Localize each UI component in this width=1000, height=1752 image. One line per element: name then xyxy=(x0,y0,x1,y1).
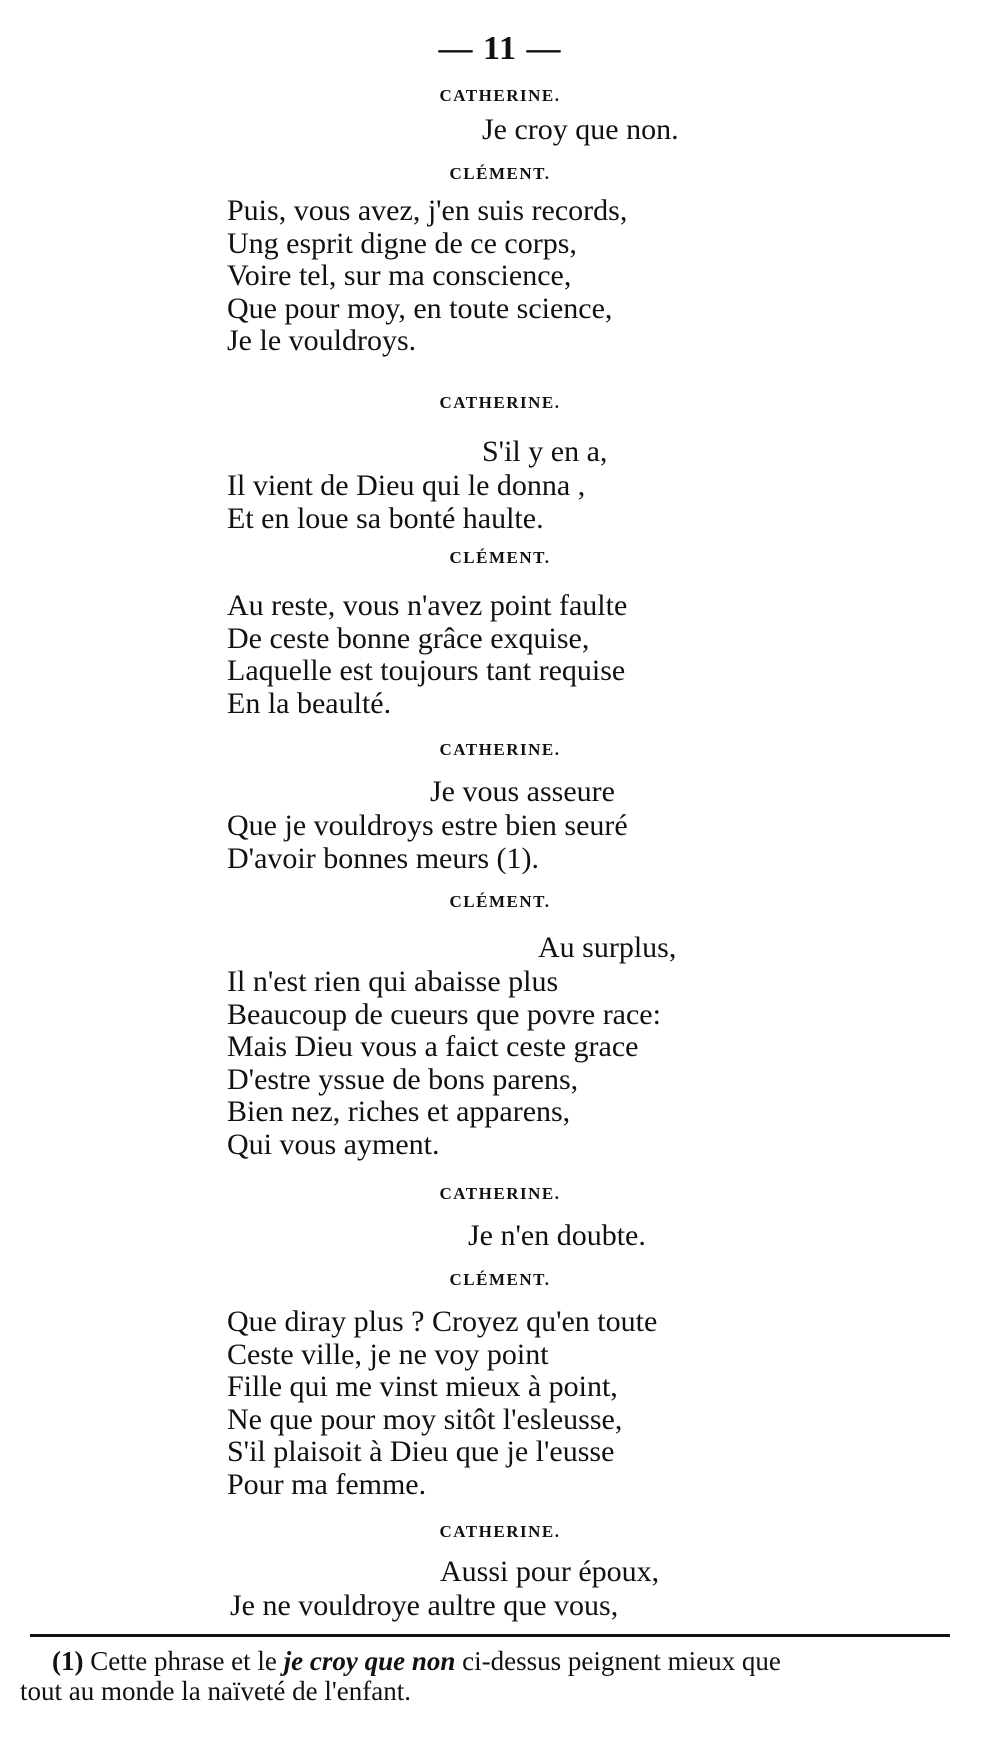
verse-line: Aussi pour époux, xyxy=(440,1555,660,1588)
footnote xyxy=(20,1646,980,1706)
verse-line: De ceste bonne grâce exquise, xyxy=(227,621,590,655)
verse-line: Je le vouldroys. xyxy=(227,324,417,357)
page-number: — 11 — xyxy=(438,30,562,67)
verse-line: Mais Dieu vous a faict ceste grace xyxy=(227,1030,639,1063)
verse-line: D'avoir bonnes meurs (1). xyxy=(227,841,539,875)
footnote-divider xyxy=(30,1634,950,1637)
verse-line: Ne que pour moy sitôt l'esleusse, xyxy=(227,1402,623,1436)
speaker-name: CATHERINE. xyxy=(439,1184,561,1203)
footnote-marker: (1) xyxy=(52,1646,84,1676)
verse-block xyxy=(227,195,627,358)
verse-line: Je ne vouldroye aultre que vous, xyxy=(230,1589,619,1622)
verse-line: En la beaulté. xyxy=(227,686,392,720)
verse-line: Pour ma femme. xyxy=(227,1467,427,1501)
speaker-name: CATHERINE. xyxy=(439,393,561,412)
verse-line: Puis, vous avez, j'en suis records, xyxy=(227,194,628,227)
verse-line: Au surplus, xyxy=(538,931,677,964)
speaker-name: CLÉMENT. xyxy=(449,1270,551,1289)
footnote-text: ci-dessus peignent mieux que xyxy=(462,1646,781,1676)
speaker-name: CATHERINE. xyxy=(439,740,561,759)
verse-line: Ung esprit digne de ce corps, xyxy=(227,226,577,260)
verse-line: Voire tel, sur ma conscience, xyxy=(227,259,572,292)
verse-block xyxy=(227,1306,657,1501)
footnote-text: Cette phrase et le xyxy=(90,1646,277,1676)
verse-line: Beaucoup de cueurs que povre race: xyxy=(227,997,661,1031)
verse-line: Que je vouldroys estre bien seuré xyxy=(227,809,628,842)
verse-line: D'estre yssue de bons parens, xyxy=(227,1062,579,1096)
verse-line: Je croy que non. xyxy=(482,113,679,146)
speaker-name: CLÉMENT. xyxy=(449,164,551,183)
verse-line: Il n'est rien qui abaisse plus xyxy=(227,965,559,998)
verse-line: Ceste ville, je ne voy point xyxy=(227,1337,549,1371)
verse-line: Qui vous ayment. xyxy=(227,1127,440,1161)
verse-line: Il vient de Dieu qui le donna , xyxy=(227,469,586,502)
verse-block xyxy=(227,810,628,875)
verse-block xyxy=(227,470,585,535)
verse-block xyxy=(227,966,661,1161)
verse-line: Fille qui me vinst mieux à point, xyxy=(227,1370,618,1403)
verse-line: S'il plaisoit à Dieu que je l'eusse xyxy=(227,1435,615,1468)
verse-line: Au reste, vous n'avez point faulte xyxy=(227,589,628,622)
speaker-name: CATHERINE. xyxy=(439,86,561,105)
verse-line: Je n'en doubte. xyxy=(468,1219,646,1252)
speaker-name: CLÉMENT. xyxy=(449,548,551,567)
speaker-name: CLÉMENT. xyxy=(449,892,551,911)
footnote-line xyxy=(20,1646,980,1676)
speaker-name: CATHERINE. xyxy=(439,1522,561,1541)
verse-line: Je vous asseure xyxy=(430,775,615,808)
verse-line: Bien nez, riches et apparens, xyxy=(227,1095,571,1128)
verse-line: S'il y en a, xyxy=(482,435,608,468)
footnote-line: tout au monde la naïveté de l'enfant. xyxy=(20,1676,411,1706)
footnote-quote: je croy que non xyxy=(283,1646,456,1676)
verse-line: Que pour moy, en toute science, xyxy=(227,291,613,325)
verse-line: Que diray plus ? Croyez qu'en toute xyxy=(227,1305,658,1338)
verse-line: Laquelle est toujours tant requise xyxy=(227,654,626,687)
verse-line: Et en loue sa bonté haulte. xyxy=(227,501,544,535)
verse-block xyxy=(227,590,627,720)
